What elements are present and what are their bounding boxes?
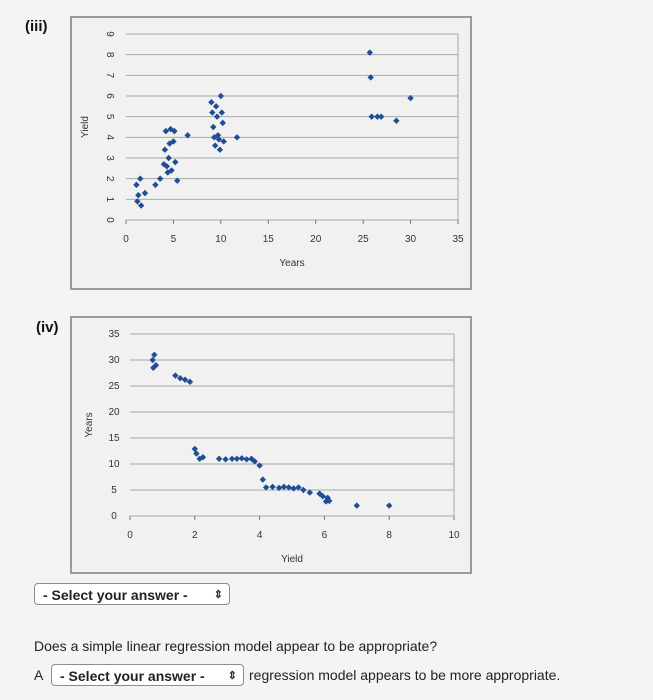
x-tick-label: 15 — [262, 234, 274, 245]
chevron-updown-icon: ⇕ — [227, 670, 237, 682]
data-point — [234, 134, 240, 140]
data-point — [135, 192, 141, 198]
x-tick-label: 8 — [386, 530, 392, 541]
y-tick-label: 1 — [104, 196, 115, 203]
x-tick-label: 0 — [123, 234, 129, 245]
x-axis-title: Yield — [281, 554, 303, 565]
y-tick-label: 0 — [111, 511, 117, 522]
y-tick-label: 30 — [108, 355, 120, 366]
y-tick-label: 4 — [104, 134, 115, 141]
data-point — [213, 103, 219, 109]
chart-iv — [70, 316, 472, 574]
data-point — [172, 159, 178, 165]
y-tick-label: 2 — [104, 175, 115, 182]
data-point — [217, 147, 223, 153]
x-tick-label: 35 — [452, 234, 464, 245]
x-tick-label: 6 — [321, 530, 328, 541]
data-point — [220, 120, 226, 126]
answer-select-1[interactable] — [34, 583, 230, 605]
answer-select-2[interactable] — [51, 664, 244, 686]
data-point — [149, 357, 155, 363]
data-point — [208, 99, 214, 105]
data-point — [393, 118, 399, 124]
data-point — [138, 202, 144, 208]
data-point — [216, 456, 222, 462]
chart-iii-svg — [72, 18, 470, 288]
answer-prefix: A — [34, 667, 44, 683]
x-axis-title: Years — [279, 258, 305, 269]
data-point — [212, 142, 218, 148]
chevron-updown-icon: ⇕ — [213, 589, 223, 601]
y-tick-label: 9 — [104, 31, 115, 37]
y-tick-label: 20 — [108, 407, 120, 418]
chart-iii — [70, 16, 472, 290]
data-point — [162, 147, 168, 153]
x-tick-label: 0 — [127, 530, 133, 541]
x-tick-label: 2 — [192, 530, 198, 541]
y-axis-title: Yield — [80, 116, 91, 138]
x-tick-label: 5 — [170, 234, 177, 245]
question-text: Does a simple linear regression model appear to be appropriate? — [34, 638, 438, 654]
data-point — [290, 485, 296, 491]
x-tick-label: 20 — [310, 234, 322, 245]
data-point — [142, 190, 148, 196]
data-point — [210, 124, 216, 130]
data-point — [219, 109, 225, 115]
y-tick-label: 8 — [104, 51, 115, 58]
chart-iii-label: (iii) — [25, 18, 48, 35]
data-point — [386, 502, 392, 508]
data-point — [260, 476, 266, 482]
data-point — [133, 182, 139, 188]
data-point — [214, 113, 220, 119]
chart-iv-label: (iv) — [36, 319, 59, 336]
data-point — [269, 484, 275, 490]
data-point — [137, 175, 143, 181]
y-tick-label: 3 — [104, 155, 115, 161]
data-point — [378, 113, 384, 119]
chart-iv-svg — [72, 318, 470, 572]
y-tick-label: 0 — [104, 217, 115, 223]
data-point — [151, 352, 157, 358]
data-point — [222, 456, 228, 462]
data-point — [165, 155, 171, 161]
y-tick-label: 5 — [111, 485, 117, 496]
data-point — [218, 93, 224, 99]
y-tick-label: 10 — [108, 459, 120, 470]
data-point — [354, 502, 360, 508]
data-point — [152, 182, 158, 188]
x-tick-label: 4 — [256, 530, 263, 541]
x-tick-label: 10 — [215, 234, 227, 245]
x-tick-label: 10 — [448, 530, 460, 541]
y-axis-title: Years — [84, 412, 95, 438]
x-tick-label: 25 — [357, 234, 369, 245]
y-tick-label: 15 — [108, 433, 120, 444]
data-point — [256, 462, 262, 468]
answer-suffix: regression model appears to be more appropriate. — [249, 667, 561, 683]
y-tick-label: 35 — [108, 329, 120, 340]
data-point — [209, 109, 215, 115]
data-point — [157, 175, 163, 181]
data-point — [239, 455, 245, 461]
y-tick-label: 7 — [104, 72, 115, 79]
y-tick-label: 6 — [104, 93, 115, 99]
x-tick-label: 30 — [405, 234, 417, 245]
answer-select-2-text: - Select your answer - — [60, 668, 205, 684]
data-point — [368, 113, 374, 119]
y-tick-label: 5 — [104, 113, 115, 120]
y-tick-label: 25 — [108, 381, 120, 392]
answer-select-1-text: - Select your answer - — [43, 587, 188, 603]
